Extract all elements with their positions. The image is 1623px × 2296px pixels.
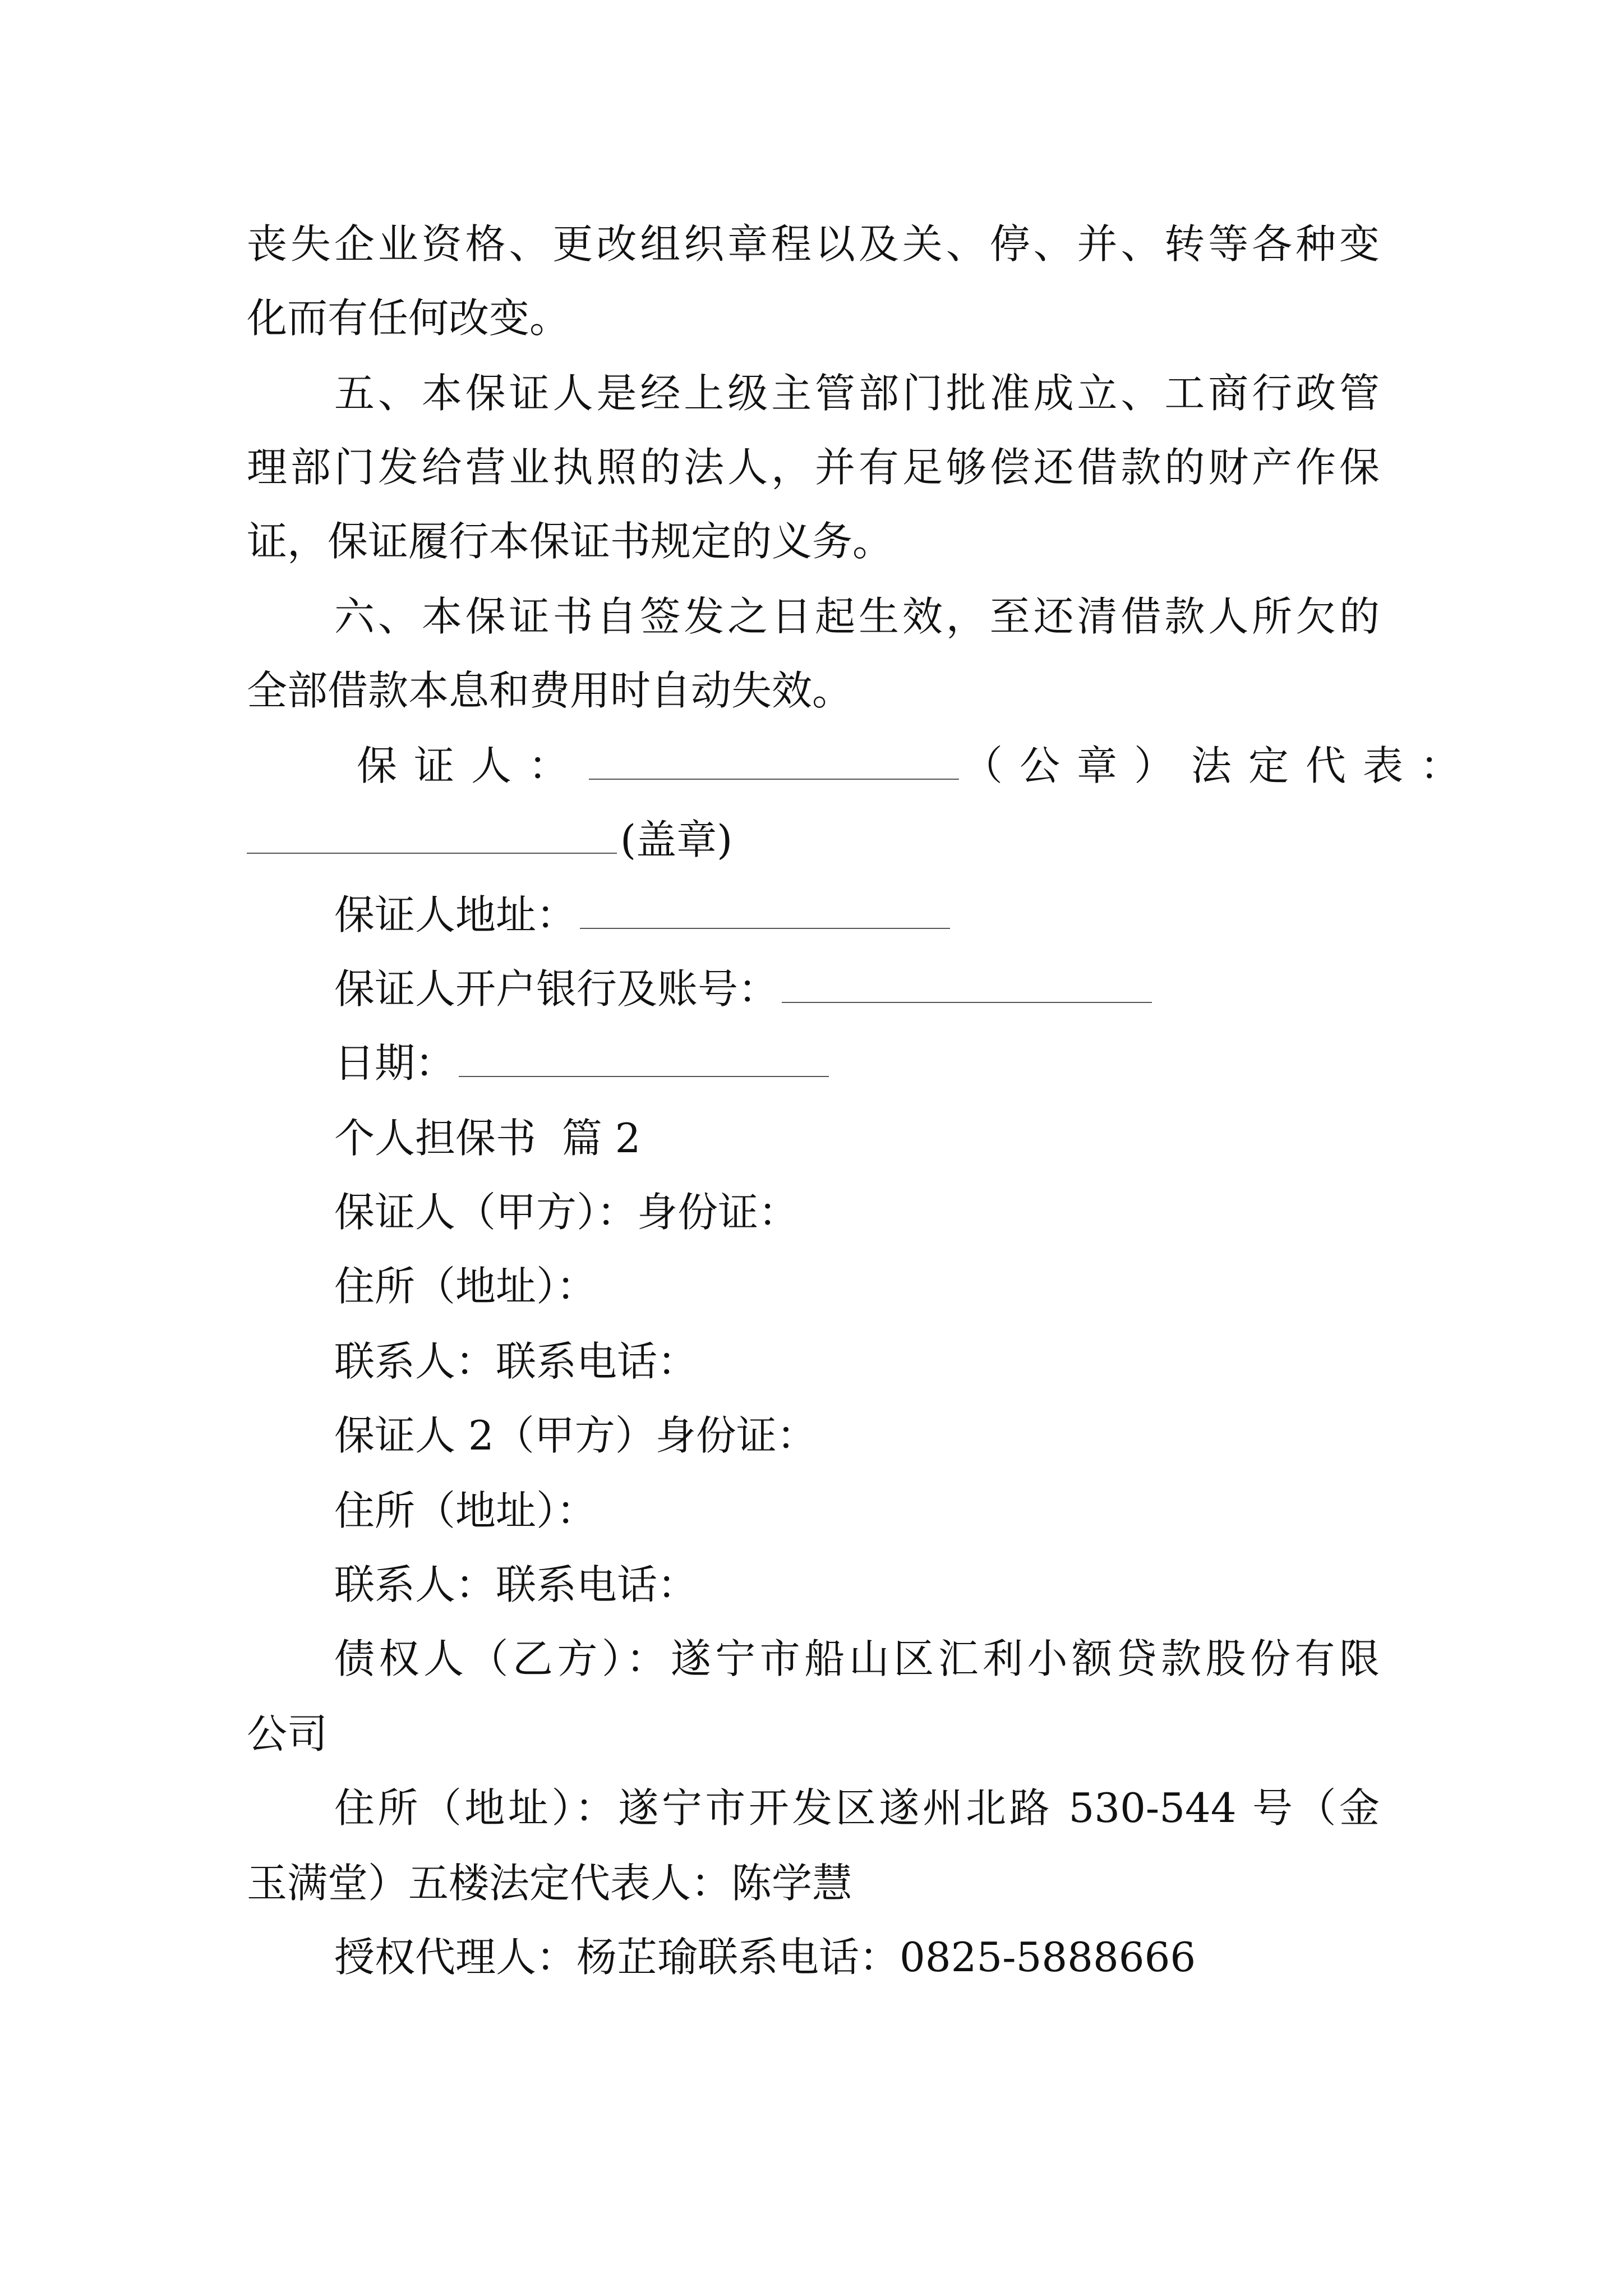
contact2-line: 联系人：联系电话：: [334, 1561, 698, 1608]
paragraph-line: 全部借款本息和费用时自动失效。: [247, 667, 853, 714]
guarantor2-line: 保证人 2（甲方）身份证：: [334, 1412, 817, 1459]
address-label: 保证人地址：: [334, 891, 577, 938]
paragraph-line: 丧失企业资格、更改组织章程以及关、停、并、转等各种变: [247, 220, 1380, 268]
paragraph-line: 五、本保证人是经上级主管部门批准成立、工商行政管: [334, 370, 1380, 417]
guarantor-signature-line: [357, 735, 1477, 797]
representative-signature-line: [247, 809, 732, 871]
residence2-line: 住所（地址）：: [334, 1487, 597, 1534]
guarantor1-line: 保证人（甲方）：身份证：: [334, 1189, 799, 1236]
paragraph-line: 证，保证履行本保证书规定的义务。: [247, 518, 893, 565]
representative-blank[interactable]: [247, 813, 617, 854]
creditor-address-line-continued: 玉满堂）五楼法定代表人：陈学慧: [247, 1860, 853, 1907]
creditor-line-continued: 公司: [247, 1710, 328, 1757]
bank-blank[interactable]: [782, 963, 1152, 1003]
residence1-line: 住所（地址）：: [334, 1263, 597, 1310]
bank-line: [334, 958, 1155, 1020]
address-line: [334, 884, 953, 946]
guarantor-label: 保证人：: [357, 742, 586, 789]
agent-line: 授权代理人：杨芷瑜联系电话：0825-5888666: [334, 1934, 1196, 1981]
date-blank[interactable]: [459, 1037, 829, 1077]
stamp-label: (盖章): [620, 816, 733, 863]
creditor-line: 债权人（乙方）：遂宁市船山区汇利小额贷款股份有限: [334, 1635, 1380, 1682]
paragraph-line: 六、本保证书自签发之日起生效，至还清借款人所欠的: [334, 593, 1380, 640]
paragraph-line: 化而有任何改变。: [247, 295, 570, 342]
seal-label: （公章）法定代表：: [962, 742, 1478, 789]
contact1-line: 联系人：联系电话：: [334, 1338, 698, 1385]
creditor-address-line: 住所（地址）：遂宁市开发区遂州北路 530-544 号（金: [334, 1784, 1380, 1832]
date-label: 日期：: [334, 1039, 456, 1087]
date-line: [334, 1032, 832, 1094]
address-blank[interactable]: [580, 889, 950, 929]
bank-label: 保证人开户银行及账号：: [334, 965, 779, 1013]
section-title: 个人担保书 篇 2: [334, 1115, 641, 1162]
paragraph-line: 理部门发给营业执照的法人，并有足够偿还借款的财产作保: [247, 444, 1380, 491]
guarantor-blank[interactable]: [589, 739, 959, 780]
